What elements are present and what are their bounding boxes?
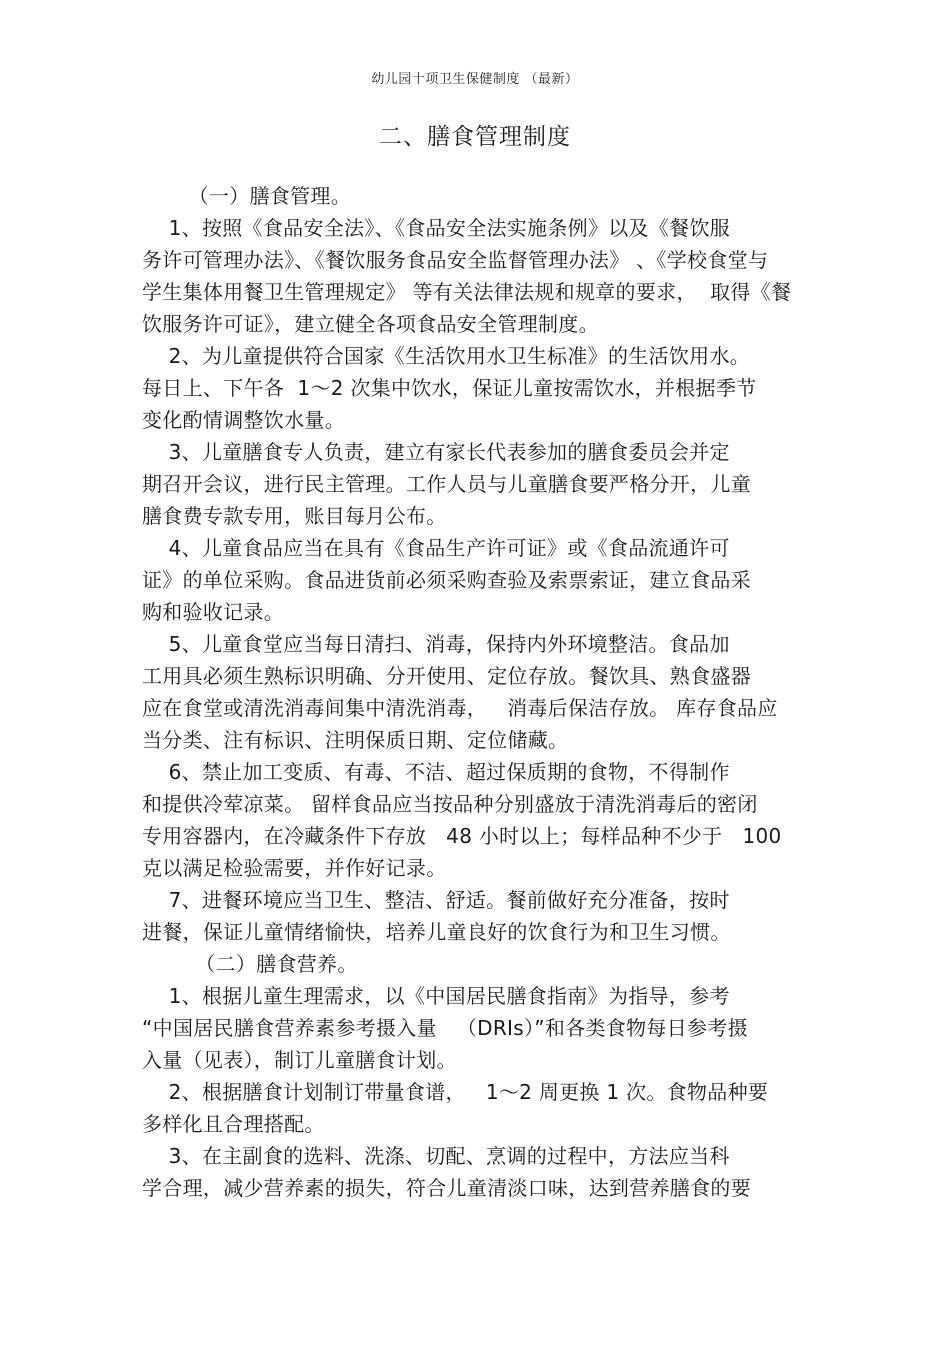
paragraph-line: 购和验收记录。 [142, 600, 285, 624]
paragraph-line: 膳食费专款专用，账目每月公布。 [142, 504, 447, 528]
paragraph-line: 1、根据儿童生理需求，以《中国居民膳食指南》为指导，参考 [142, 984, 730, 1008]
paragraph-line: 进餐，保证儿童情绪愉快，培养儿童良好的饮食行为和卫生习惯。 [142, 920, 731, 944]
paragraph-line: 1、按照《食品安全法》、《食品安全法实施条例》以及《餐饮服 [142, 216, 731, 240]
paragraph-line: 饮服务许可证》，建立健全各项食品安全管理制度。 [142, 312, 599, 336]
paragraph-line: “中国居民膳食营养素参考摄入量 （DRIs）”和各类食物每日参考摄 [142, 1016, 748, 1040]
paragraph-line: 6、禁止加工变质、有毒、不洁、超过保质期的食物，不得制作 [142, 760, 730, 784]
paragraph-line: 学合理，减少营养素的损失，符合儿童清淡口味，达到营养膳食的要 [142, 1176, 751, 1200]
paragraph-line: 当分类、注有标识、注明保质日期、定位储藏。 [142, 728, 569, 752]
paragraph-line: 期召开会议，进行民主管理。工作人员与儿童膳食要严格分开，儿童 [142, 472, 751, 496]
paragraph-line: 3、儿童膳食专人负责，建立有家长代表参加的膳食委员会并定 [142, 440, 730, 464]
paragraph-line: 和提供冷荤凉菜。 留样食品应当按品种分别盛放于清洗消毒后的密闭 [142, 792, 758, 816]
paragraph-line: 证》的单位采购。食品进货前必须采购查验及索票索证，建立食品采 [142, 568, 751, 592]
paragraph-line: 工用具必须生熟标识明确、分开使用、定位存放。餐饮具、熟食盛器 [142, 664, 751, 688]
paragraph-line: 学生集体用餐卫生管理规定》 等有关法律法规和规章的要求， 取得《餐 [142, 280, 792, 304]
paragraph-line: 务许可管理办法》、《餐饮服务食品安全监督管理办法》 、《学校食堂与 [142, 248, 769, 272]
paragraph-line: 应在食堂或清洗消毒间集中清洗消毒， 消毒后保洁存放。 库存食品应 [142, 696, 778, 720]
section-heading-2: （二）膳食营养。 [142, 952, 358, 976]
paragraph-line: 2、为儿童提供符合国家《生活饮用水卫生标准》的生活饮用水。 [142, 344, 751, 368]
paragraph-line: 4、儿童食品应当在具有《食品生产许可证》或《食品流通许可 [142, 536, 730, 560]
section-heading-1: （一）膳食管理。 [142, 184, 352, 208]
paragraph-line: 专用容器内，在冷藏条件下存放 48 小时以上；每样品种不少于 100 [142, 824, 782, 848]
paragraph-line: 2、根据膳食计划制订带量食谱， 1～2 周更换 1 次。食物品种要 [142, 1080, 769, 1104]
paragraph-line: 多样化且合理搭配。 [142, 1112, 325, 1136]
paragraph-line: 5、儿童食堂应当每日清扫、消毒，保持内外环境整洁。食品加 [142, 632, 730, 656]
paragraph-line: 7、进餐环境应当卫生、整洁、舒适。餐前做好充分准备，按时 [142, 888, 730, 912]
paragraph-line: 3、在主副食的选料、洗涤、切配、烹调的过程中，方法应当科 [142, 1144, 730, 1168]
paragraph-line: 克以满足检验需要，并作好记录。 [142, 856, 447, 880]
paragraph-line: 每日上、下午各 1～2 次集中饮水，保证儿童按需饮水，并根据季节 [142, 376, 757, 400]
running-header: 幼儿园十项卫生保健制度 （最新） [371, 72, 579, 87]
page-title: 二、膳食管理制度 [379, 124, 571, 150]
paragraph-line: 变化酌情调整饮水量。 [142, 408, 345, 432]
paragraph-line: 入量（见表），制订儿童膳食计划。 [142, 1048, 457, 1072]
